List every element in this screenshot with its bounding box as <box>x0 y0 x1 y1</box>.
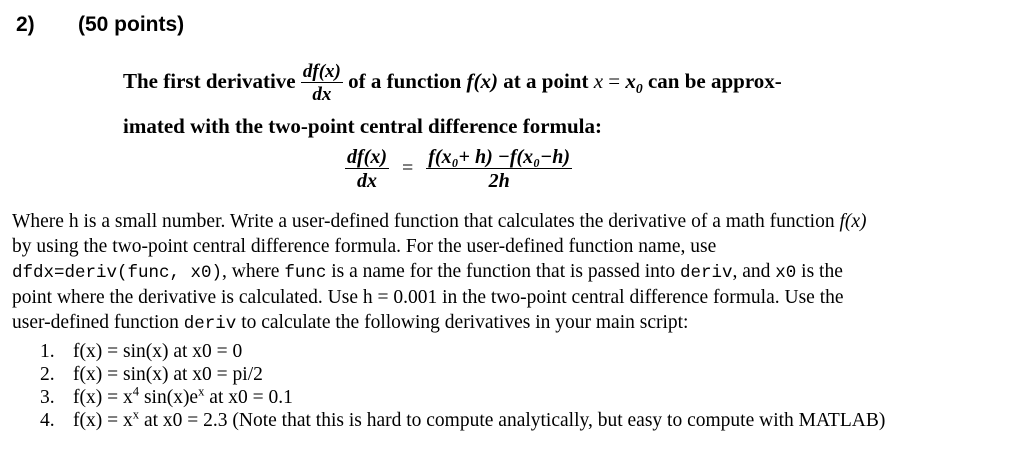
list-item-number: 3. <box>40 386 55 408</box>
code-deriv: deriv <box>183 314 237 334</box>
intro-x0-sub: 0 <box>635 81 643 96</box>
exponent: x <box>132 407 140 421</box>
intro-x: x <box>593 68 604 93</box>
fraction-numerator: df(x) <box>302 61 341 82</box>
intro-fx: f(x) <box>466 68 499 93</box>
expr-part: f(x) = x <box>73 386 133 408</box>
intro-line-2: imated with the two-point central difference formula: <box>123 114 603 138</box>
exponent: 4 <box>132 384 140 398</box>
intro-text-2: of a function <box>348 68 462 93</box>
body-line-5 <box>12 312 688 334</box>
intro-text-4: can be approx- <box>647 68 782 93</box>
body-text: , and <box>732 261 776 282</box>
body-line-2: by using the two-point central difference formula. For the user-defined function name, use <box>12 236 717 257</box>
intro-text-1: The first derivative <box>123 68 296 93</box>
list-item <box>40 363 885 386</box>
code-deriv: deriv <box>679 263 733 283</box>
list-item-number: 1. <box>40 340 55 362</box>
body-text: Where h is a small number. Write a user-defined function that calculates the derivative of a math function <box>12 211 840 232</box>
formula-rhs <box>426 147 572 191</box>
intro-equals: = <box>608 68 621 93</box>
expr-part: at x0 = 0.1 <box>204 386 293 408</box>
body-line-4: point where the derivative is calculated. Use h = 0.001 in the two-point central difference formula. Use the <box>12 287 844 308</box>
question-points: (50 points) <box>78 13 185 36</box>
list-item-text <box>73 407 886 432</box>
body-text: is a name for the function that is passed into <box>326 261 680 282</box>
formula-lhs-denominator: dx <box>356 170 377 192</box>
body-line-3 <box>12 261 843 283</box>
list-item-text: f(x) = sin(x) at x0 = 0 <box>73 340 243 362</box>
body-text: to calculate the following derivatives in your main script: <box>236 312 689 333</box>
expr-part: at x0 = 2.3 (Note that this is hard to compute analytically, but easy to compute with MATLAB) <box>139 409 886 431</box>
exponent: x <box>198 384 205 398</box>
list-item <box>40 409 885 432</box>
intro-line-1 <box>123 62 782 104</box>
list-item-text: f(x) = sin(x) at x0 = pi/2 <box>73 363 263 385</box>
expr-part: f(x) = x <box>73 409 133 431</box>
list-item-number: 2. <box>40 363 55 385</box>
formula-equals: = <box>401 156 414 179</box>
expr-part: sin(x)e <box>139 386 199 408</box>
list-item-number: 4. <box>40 409 55 431</box>
question-number: 2) <box>16 13 35 36</box>
code-func: func <box>284 263 327 283</box>
intro-text-3: at a point <box>503 68 589 93</box>
body-text: user-defined function <box>12 312 184 333</box>
list-item <box>40 386 885 409</box>
body-text: , where <box>222 261 285 282</box>
body-text: is the <box>796 261 843 282</box>
code-x0: x0 <box>775 263 797 283</box>
formula-lhs-numerator: df(x) <box>347 146 387 168</box>
body-line-1 <box>12 211 867 233</box>
list-item-text <box>73 384 293 409</box>
body-fx: f(x) <box>839 211 867 232</box>
intro-x0 <box>625 68 643 96</box>
intro-x0-base: x <box>625 68 636 93</box>
central-difference-formula <box>345 147 572 191</box>
derivative-list <box>40 340 885 432</box>
fraction-denominator: dx <box>312 84 332 105</box>
list-item <box>40 340 885 363</box>
formula-rhs-numerator: f(x₀+ h) −f(x₀−h) <box>428 146 571 168</box>
code-signature: dfdx=deriv(func, x0) <box>12 263 223 283</box>
formula-rhs-denominator: 2h <box>488 170 510 192</box>
derivative-fraction <box>301 62 343 104</box>
formula-lhs <box>345 147 389 191</box>
